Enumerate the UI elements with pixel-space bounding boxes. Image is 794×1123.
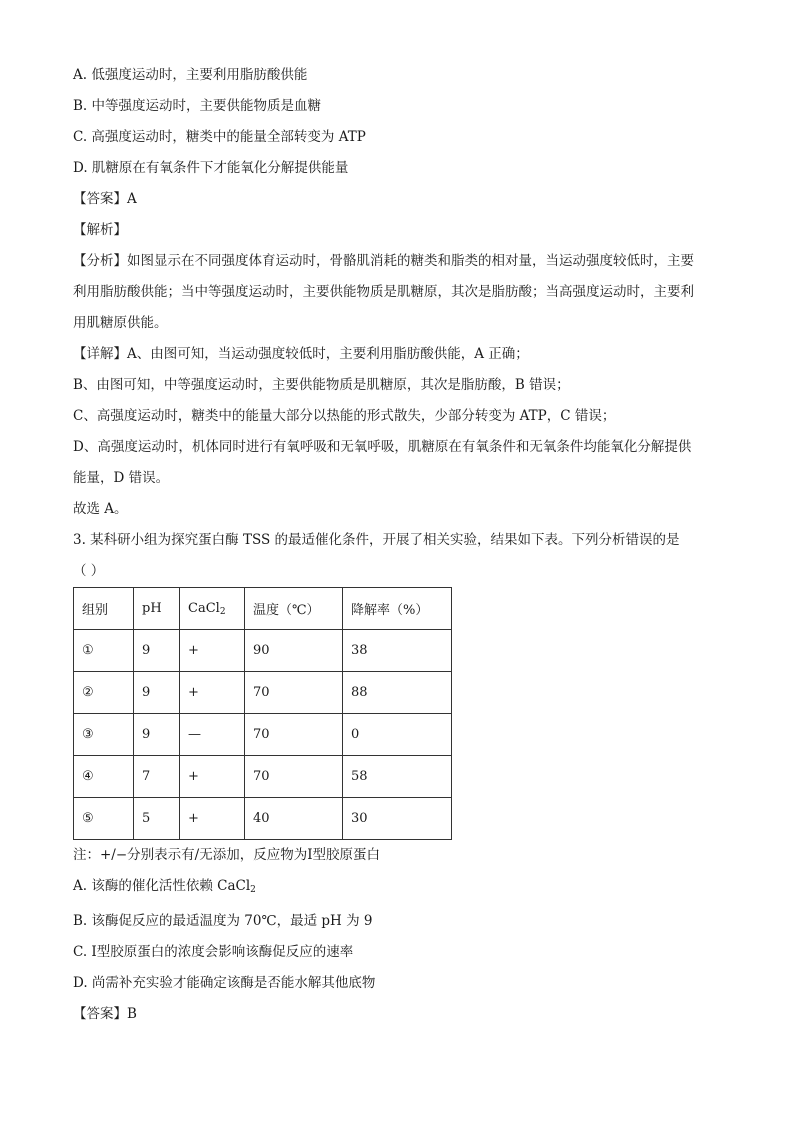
answer-value: A (127, 191, 137, 207)
q3-option-c: C. Ⅰ型胶原蛋白的浓度会影响该酶促反应的速率 (73, 944, 354, 960)
cell-group: ③ (74, 714, 134, 756)
xiangjie-tag: 【详解】 (73, 346, 127, 362)
header-ph: pH (134, 588, 180, 630)
q2-fenxi-line-1 (73, 246, 723, 277)
cell-temp: 70 (245, 672, 343, 714)
cell-ph: 9 (134, 714, 180, 756)
q2-fenxi-line-2: 利用脂肪酸供能；当中等强度运动时，主要供能物质是肌糖原，其次是脂肪酸；当高强度运动时，主要利 (73, 284, 694, 300)
cell-ph: 9 (134, 630, 180, 672)
cell-ph: 5 (134, 798, 180, 840)
cell-cacl2: — (180, 714, 245, 756)
q3-paren: （ ） (73, 563, 105, 579)
q2-xiangjie-line-4: D、高强度运动时，机体同时进行有氧呼吸和无氧呼吸，肌糖原在有氧条件和无氧条件均能氧化分解提供 (73, 439, 692, 455)
cell-rate: 58 (343, 756, 452, 798)
table-row (74, 630, 452, 672)
header-temp: 温度（℃） (245, 588, 343, 630)
q2-option-b: B. 中等强度运动时，主要供能物质是血糖 (73, 98, 322, 114)
q3-option-b: B. 该酶促反应的最适温度为 70℃，最适 pH 为 9 (73, 913, 373, 929)
q3-answer-line (73, 999, 723, 1030)
cell-group: ⑤ (74, 798, 134, 840)
q2-analysis-tag: 【解析】 (73, 222, 127, 238)
cell-group: ② (74, 672, 134, 714)
cell-cacl2: + (180, 630, 245, 672)
header-rate: 降解率（%） (343, 588, 452, 630)
cell-temp: 90 (245, 630, 343, 672)
q2-xiangjie-line-3: C、高强度运动时，糖类中的能量大部分以热能的形式散失，少部分转变为 ATP，C 错误； (73, 408, 616, 424)
q2-option-a: A. 低强度运动时，主要利用脂肪酸供能 (73, 67, 308, 83)
q2-answer-line (73, 184, 723, 215)
q2-xiangjie-line-2: B、由图可知，中等强度运动时，主要供能物质是肌糖原，其次是脂肪酸，B 错误； (73, 377, 570, 393)
cell-rate: 38 (343, 630, 452, 672)
cell-rate: 0 (343, 714, 452, 756)
q2-fenxi-line-3: 用肌糖原供能。 (73, 315, 168, 331)
cell-cacl2: + (180, 672, 245, 714)
q3-option-a-text: A. 该酶的催化活性依赖 CaCl (73, 878, 251, 894)
answer-tag: 【答案】 (73, 1006, 127, 1022)
cell-rate: 88 (343, 672, 452, 714)
cell-cacl2: + (180, 756, 245, 798)
cell-ph: 7 (134, 756, 180, 798)
cell-temp: 70 (245, 714, 343, 756)
q3-option-a-sub: 2 (250, 885, 256, 895)
fenxi-tag: 【分析】 (73, 253, 127, 269)
cell-cacl2: + (180, 798, 245, 840)
cell-group: ① (74, 630, 134, 672)
q2-xiangjie-line-1 (73, 339, 723, 370)
cell-temp: 40 (245, 798, 343, 840)
q2-xiangjie-line-5: 能量，D 错误。 (73, 470, 170, 486)
q3-note: 注：+/−分别表示有/无添加，反应物为Ⅰ型胶原蛋白 (73, 847, 381, 863)
q3-option-a (73, 871, 723, 906)
cell-ph: 9 (134, 672, 180, 714)
q3-option-d: D. 尚需补充实验才能确定该酶是否能水解其他底物 (73, 975, 376, 991)
xiangjie-text-1: A、由图可知，当运动强度较低时，主要利用脂肪酸供能，A 正确； (127, 346, 529, 362)
cell-temp: 70 (245, 756, 343, 798)
table-row (74, 798, 452, 840)
header-cacl2-sub: 2 (219, 606, 226, 617)
table-row (74, 672, 452, 714)
table-row (74, 756, 452, 798)
results-table (73, 587, 452, 840)
q3-stem: 3. 某科研小组为探究蛋白酶 TSS 的最适催化条件，开展了相关实验，结果如下表。下列分析错误的是 (73, 532, 680, 548)
table-header-row (74, 588, 452, 630)
cell-group: ④ (74, 756, 134, 798)
q2-conclusion: 故选 A。 (73, 501, 128, 517)
answer-tag: 【答案】 (73, 191, 127, 207)
q2-option-d: D. 肌糖原在有氧条件下才能氧化分解提供能量 (73, 160, 349, 176)
table-row (74, 714, 452, 756)
header-cacl2-base: CaCl (188, 600, 220, 616)
q2-option-c: C. 高强度运动时，糖类中的能量全部转变为 ATP (73, 129, 366, 145)
header-cacl2 (180, 588, 245, 630)
fenxi-text-1: 如图显示在不同强度体育运动时，骨骼肌消耗的糖类和脂类的相对量，当运动强度较低时，主要 (127, 253, 694, 269)
header-group: 组别 (74, 588, 134, 630)
document-page (73, 60, 723, 1030)
answer-value: B (127, 1006, 137, 1022)
cell-rate: 30 (343, 798, 452, 840)
